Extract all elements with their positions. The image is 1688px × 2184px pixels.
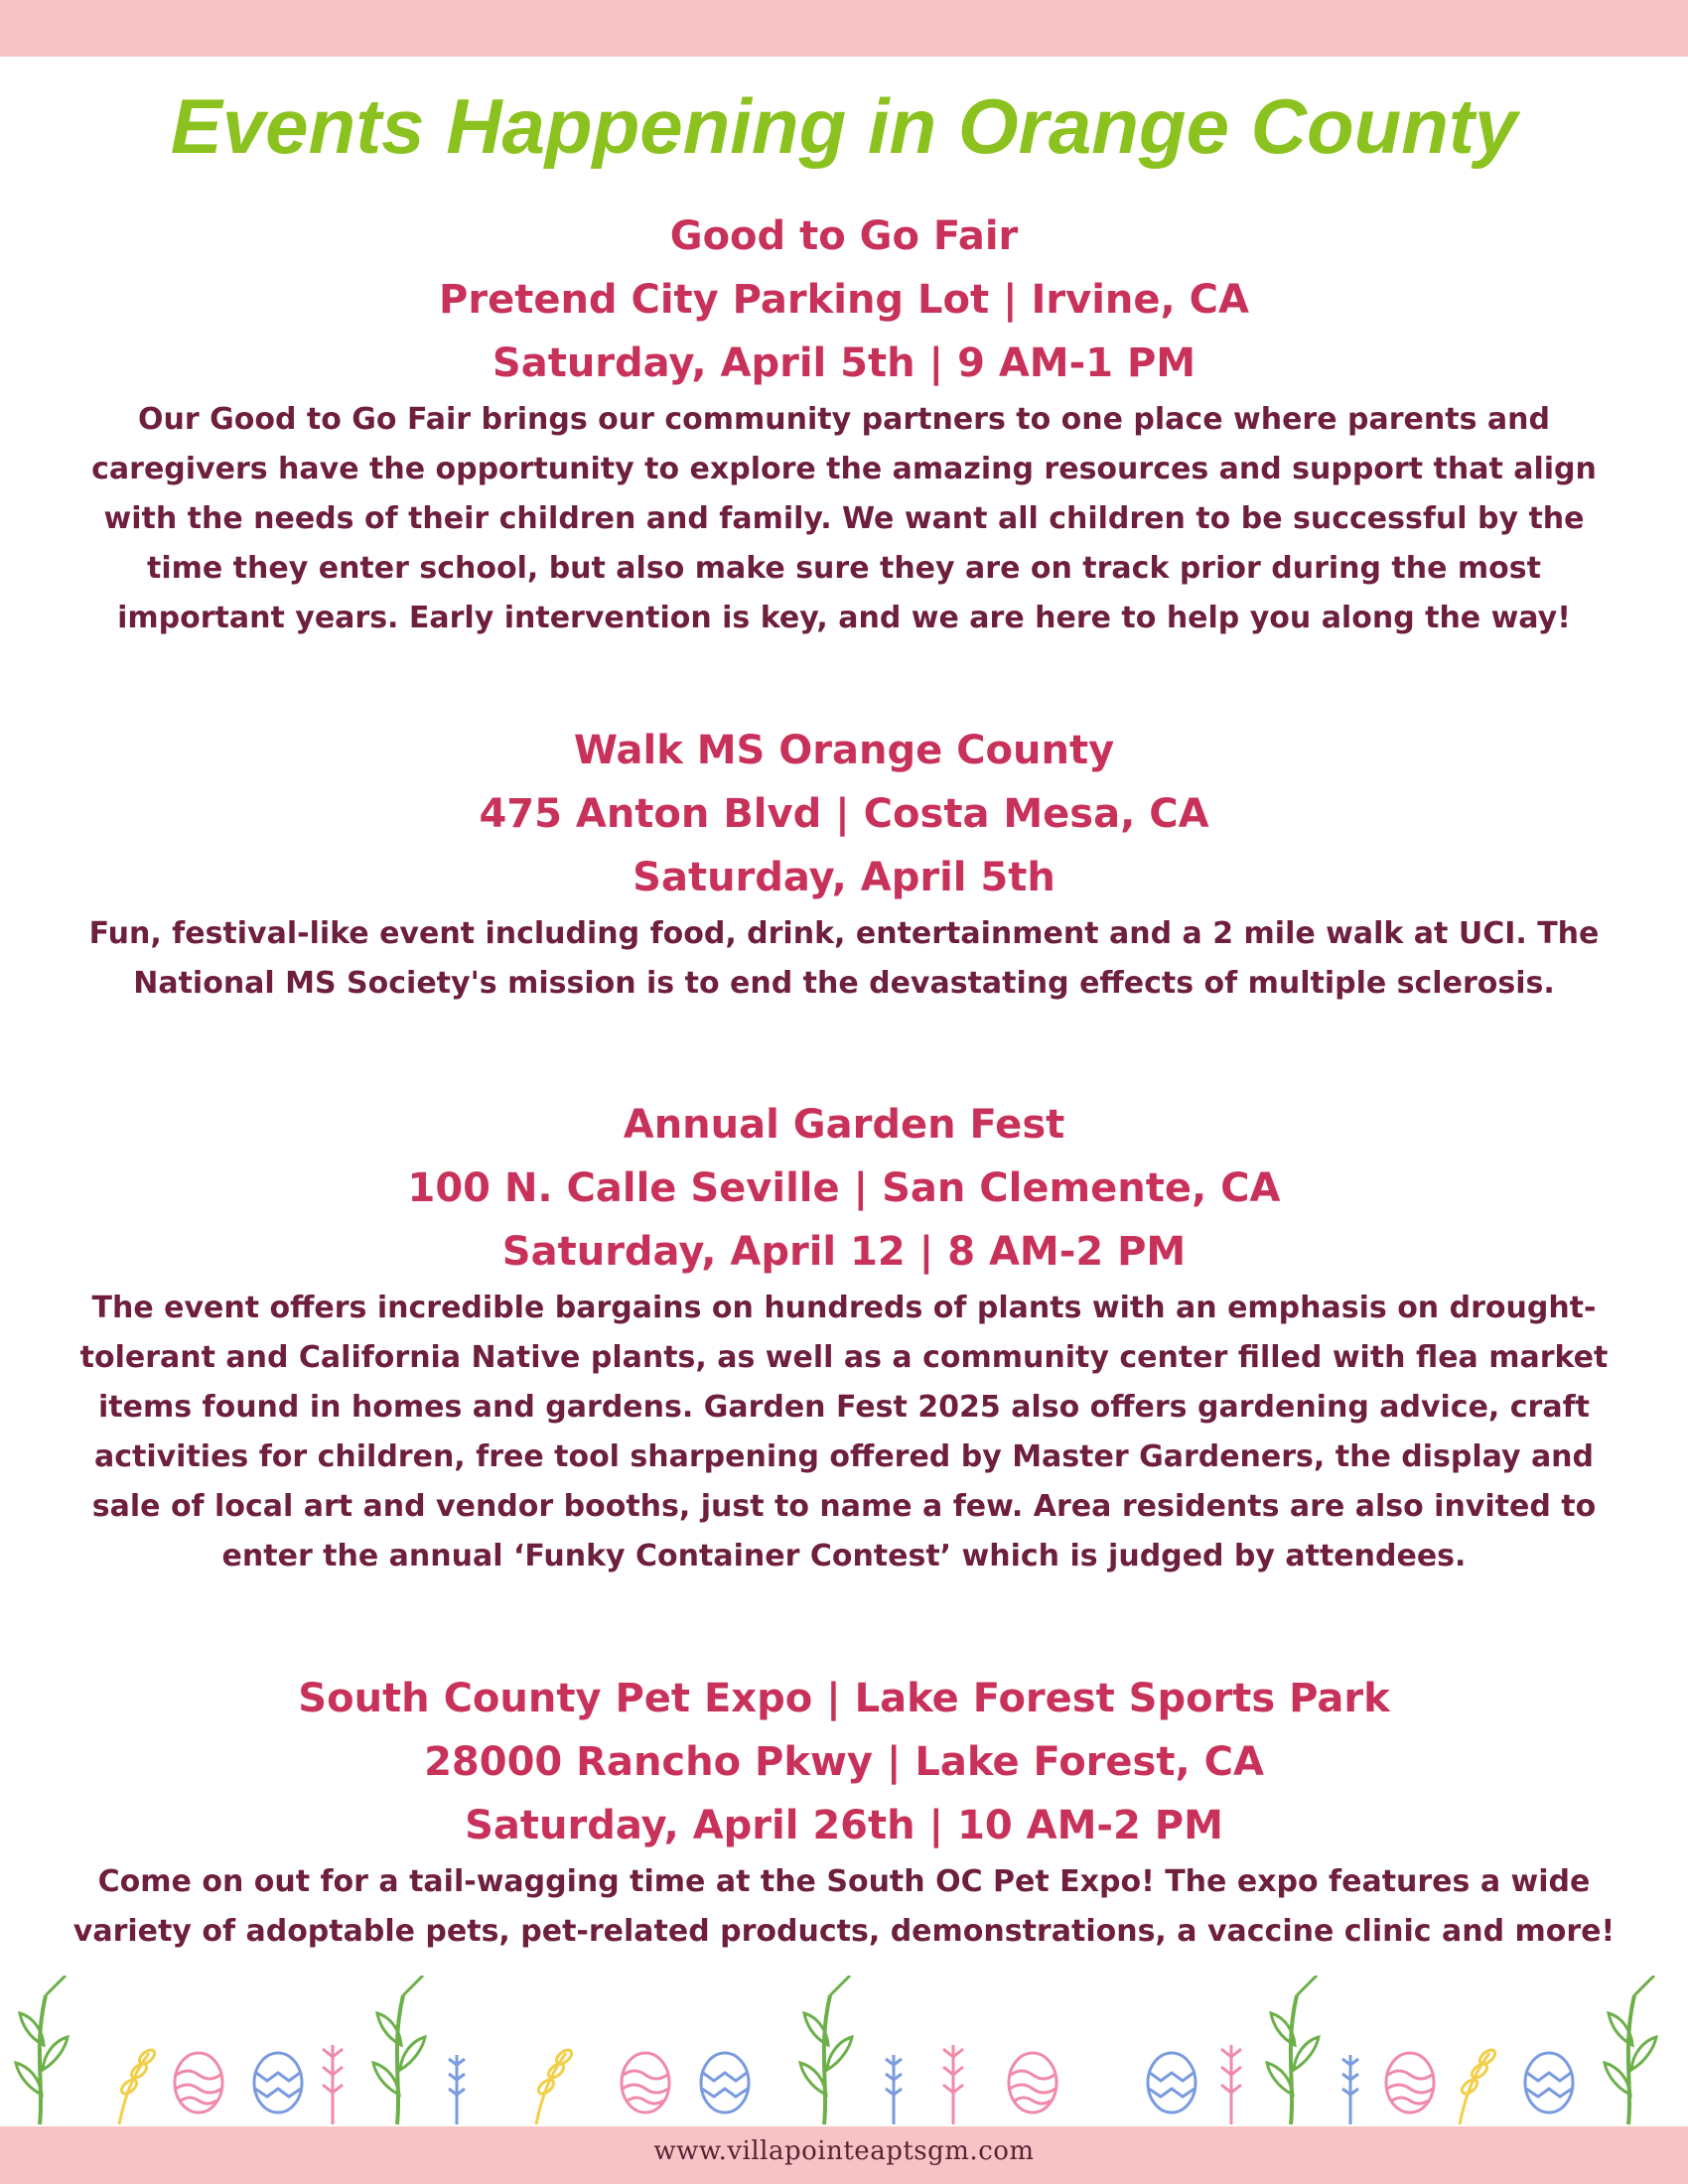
plant-sprig-icon [373, 1976, 425, 2124]
event-south-county-pet-expo [40, 1667, 1648, 1957]
event-date-time: Saturday, April 5th [633, 855, 1055, 900]
easter-egg-icon [175, 2053, 222, 2113]
lavender-icon [1342, 2055, 1358, 2124]
event-name: Walk MS Orange County [573, 728, 1115, 773]
event-description-line: Come on out for a tail-wagging time at the South OC Pet Expo! The expo features a wide [97, 1864, 1591, 1899]
event-description-line: enter the annual ‘Funky Container Contest’ which is judged by attendees. [221, 1539, 1467, 1573]
event-description-line: tolerant and California Native plants, as well as a community center filled with flea market [79, 1340, 1609, 1375]
event-walk-ms [40, 719, 1648, 1009]
event-annual-garden-fest [40, 1093, 1648, 1581]
event-date-time: Saturday, April 12 | 8 AM-2 PM [501, 1229, 1187, 1275]
flower-stem-icon [119, 2047, 157, 2124]
flower-stem-icon [536, 2047, 574, 2124]
plant-sprig-icon [800, 1976, 852, 2124]
event-description-line: National MS Society's mission is to end the devastating effects of multiple sclerosis. [133, 966, 1555, 1001]
plant-sprig-icon [16, 1976, 68, 2124]
event-description-line: time they enter school, but also make sure they are on track prior during the most [147, 551, 1541, 586]
easter-egg-icon [254, 2053, 302, 2113]
event-description-line: Fun, festival-like event including food, drink, entertainment and a 2 mile walk at UCI. The [88, 916, 1600, 951]
easter-egg-icon [622, 2053, 669, 2113]
easter-egg-icon [1148, 2053, 1196, 2113]
event-location: Pretend City Parking Lot | Irvine, CA [439, 277, 1249, 323]
easter-egg-icon [1386, 2053, 1434, 2113]
event-description-line: items found in homes and gardens. Garden Fest 2025 also offers gardening advice, craft [98, 1390, 1590, 1425]
plant-sprig-icon [1267, 1976, 1319, 2124]
lavender-icon [886, 2055, 902, 2124]
flower-stem-icon [943, 2045, 963, 2124]
footer-website-link[interactable]: www.villapointeaptsgm.com [653, 2136, 1035, 2166]
event-location: 100 N. Calle Seville | San Clemente, CA [407, 1165, 1281, 1211]
easter-egg-icon [701, 2053, 749, 2113]
event-description-line: The event offers incredible bargains on hundreds of plants with an emphasis on drought- [91, 1291, 1597, 1325]
event-description-line: activities for children, free tool sharpening offered by Master Gardeners, the display and [93, 1439, 1595, 1474]
event-description-line: with the needs of their children and family. We want all children to be successful by the [103, 501, 1585, 536]
spring-decoration-border [0, 1976, 1688, 2126]
easter-egg-icon [1009, 2053, 1056, 2113]
event-name: Annual Garden Fest [623, 1102, 1065, 1148]
event-name: South County Pet Expo | Lake Forest Sports Park [298, 1676, 1390, 1721]
event-description-line: variety of adoptable pets, pet-related products, demonstrations, a vaccine clinic and more! [72, 1914, 1616, 1949]
flower-stem-icon [1221, 2045, 1241, 2124]
event-description-line: Our Good to Go Fair brings our community partners to one place where parents and [138, 402, 1550, 437]
event-name: Good to Go Fair [669, 213, 1019, 259]
lavender-icon [449, 2055, 465, 2124]
flower-stem-icon [323, 2045, 343, 2124]
easter-egg-icon [1525, 2053, 1573, 2113]
event-description-line: sale of local art and vendor booths, just to name a few. Area residents are also invited to [91, 1489, 1597, 1524]
event-description-line: important years. Early intervention is key, and we are here to help you along the way! [117, 601, 1571, 635]
page-title: Events Happening in Orange County [170, 82, 1518, 170]
event-good-to-go-fair [40, 205, 1648, 643]
event-description-line: caregivers have the opportunity to explore the amazing resources and support that align [91, 452, 1597, 486]
flower-stem-icon [1460, 2047, 1497, 2124]
plant-sprig-icon [1605, 1976, 1656, 2124]
event-location: 475 Anton Blvd | Costa Mesa, CA [479, 791, 1209, 837]
event-date-time: Saturday, April 5th | 9 AM-1 PM [492, 341, 1196, 386]
event-date-time: Saturday, April 26th | 10 AM-2 PM [465, 1803, 1223, 1848]
top-band [0, 0, 1688, 57]
event-location: 28000 Rancho Pkwy | Lake Forest, CA [424, 1739, 1264, 1785]
